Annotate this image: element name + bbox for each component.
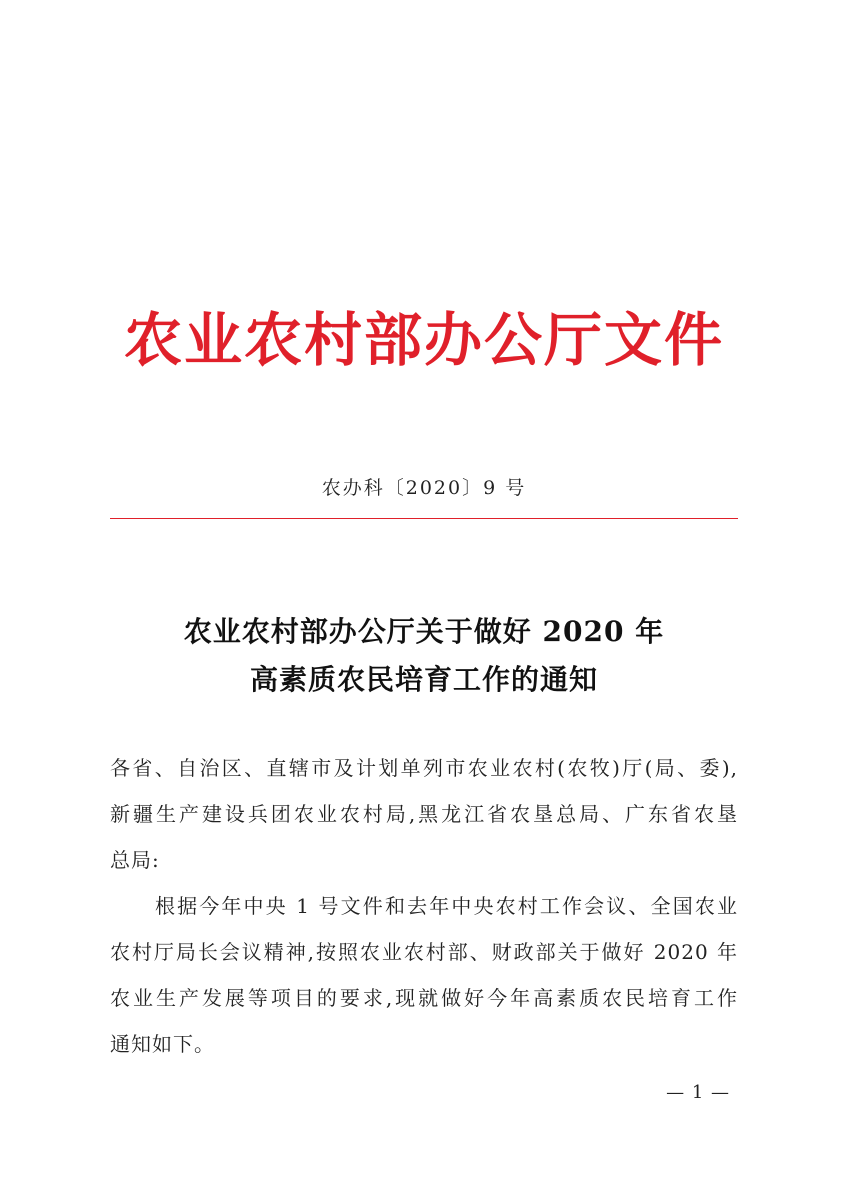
addressee-line-1: 各省、自治区、直辖市及计划单列市农业农村(农牧)厅(局、委), [110,756,738,780]
body-paragraph-line-1: 根据今年中央 1 号文件和去年中央农村工作会议、全国农业 [155,894,738,918]
notice-title-line-2: 高素质农民培育工作的通知 [249,663,598,696]
addressee-line-2: 新疆生产建设兵团农业农村局,黑龙江省农垦总局、广东省农垦 [110,802,738,826]
masthead-title: 农业农村部办公厅文件 [123,306,724,374]
body-paragraph-line-2: 农村厅局长会议精神,按照农业农村部、财政部关于做好 2020 年 [110,940,738,964]
body-paragraph-line-4: 通知如下。 [110,1032,215,1056]
notice-title-line-1: 农业农村部办公厅关于做好 2020 年 [183,615,665,648]
red-divider-line [110,518,738,519]
document-number: 农办科〔2020〕9 号 [321,477,527,499]
page-number: — 1 — [666,1082,730,1103]
addressee-line-3: 总局: [110,848,160,872]
body-paragraph-line-3: 农业生产发展等项目的要求,现就做好今年高素质农民培育工作 [110,986,738,1010]
